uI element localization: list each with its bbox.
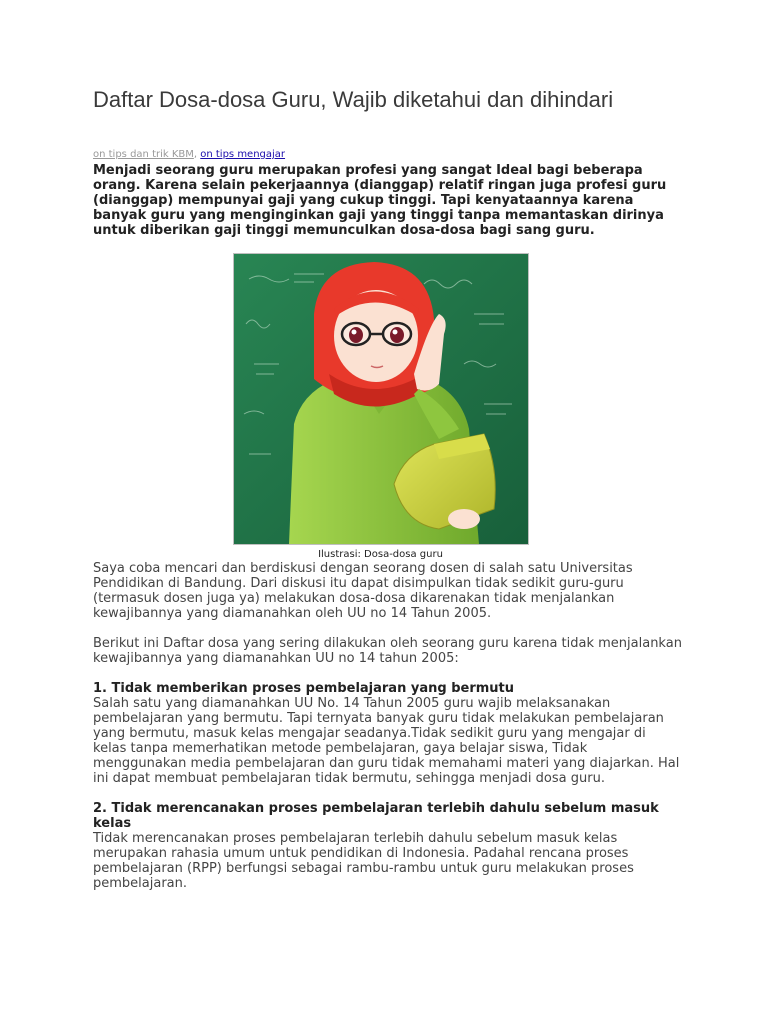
article-title: Daftar Dosa-dosa Guru, Wajib diketahui dan dihindari: [93, 87, 614, 112]
body-paragraph-2: Berikut ini Daftar dosa yang sering dilakukan oleh seorang guru karena tidak menjalankan kewajibannya yang diamanahkan UU no 14 tahun 2005:: [93, 636, 682, 666]
section-heading-1: 1. Tidak memberikan proses pembelajaran yang bermutu: [93, 681, 514, 696]
paragraph-spacer: [93, 621, 683, 636]
illustration-image: [233, 253, 529, 545]
paragraph-spacer: [93, 786, 683, 801]
article-meta: [93, 149, 683, 161]
body-paragraph-1: Saya coba mencari dan berdiskusi dengan seorang dosen di salah satu Universitas Pendidikan di Bandung. Dari diskusi itu dapat disimpulkan tidak sedikit guru-guru (termasuk dosen juga ya) melakukan dosa-dosa dikarenakan tidak menjalankan kewajibannya yang diamanahkan oleh UU no 14 Tahun 2005.: [93, 561, 633, 621]
category-link-tips-mengajar[interactable]: on tips mengajar: [200, 149, 286, 160]
section-heading-2: 2. Tidak merencanakan proses pembelajaran terlebih dahulu sebelum masuk kelas: [93, 801, 659, 831]
paragraph-spacer: [93, 666, 683, 681]
category-link-tips-dan-trik[interactable]: on tips dan trik KBM: [93, 149, 194, 160]
illustration-caption: Ilustrasi: Dosa-dosa guru: [318, 549, 443, 560]
illustration-figure: [93, 253, 668, 561]
meta-separator: ,: [193, 149, 201, 160]
section-body-2: Tidak merencanakan proses pembelajaran terlebih dahulu sebelum masuk kelas merupakan rahasia umum untuk pendidikan di Indonesia. Padahal rencana proses pembelajaran (RPP) berfungsi sebagai rambu-rambu untuk guru melakukan proses pembelajaran.: [93, 831, 634, 891]
intro-paragraph: Menjadi seorang guru merupakan profesi yang sangat Ideal bagi beberapa orang. Karena selain pekerjaannya (dianggap) relatif ringan juga profesi guru (dianggap) mempunyai gaji yang cukup tinggi. Tapi kenyataannya karena banyak guru yang menginginkan gaji yang tinggi tanpa memantaskan dirinya untuk diberikan gaji tinggi memunculkan dosa-dosa bagi sang guru.: [93, 163, 667, 238]
article: [93, 86, 683, 891]
section-body-1: Salah satu yang diamanahkan UU No. 14 Tahun 2005 guru wajib melaksanakan pembelajaran yang bermutu. Tapi ternyata banyak guru tidak melakukan pembelajaran yang bermutu, masuk kelas mengajar seadanya.Tidak sedikit guru yang mengajar di kelas tanpa memerhatikan metode pembelajaran, gaya belajar siswa, Tidak menggunakan media pembelajaran dan guru tidak memahami materi yang diajarkan. Hal ini dapat membuat pembelajaran tidak bermutu, sehingga menjadi dosa guru.: [93, 696, 680, 786]
